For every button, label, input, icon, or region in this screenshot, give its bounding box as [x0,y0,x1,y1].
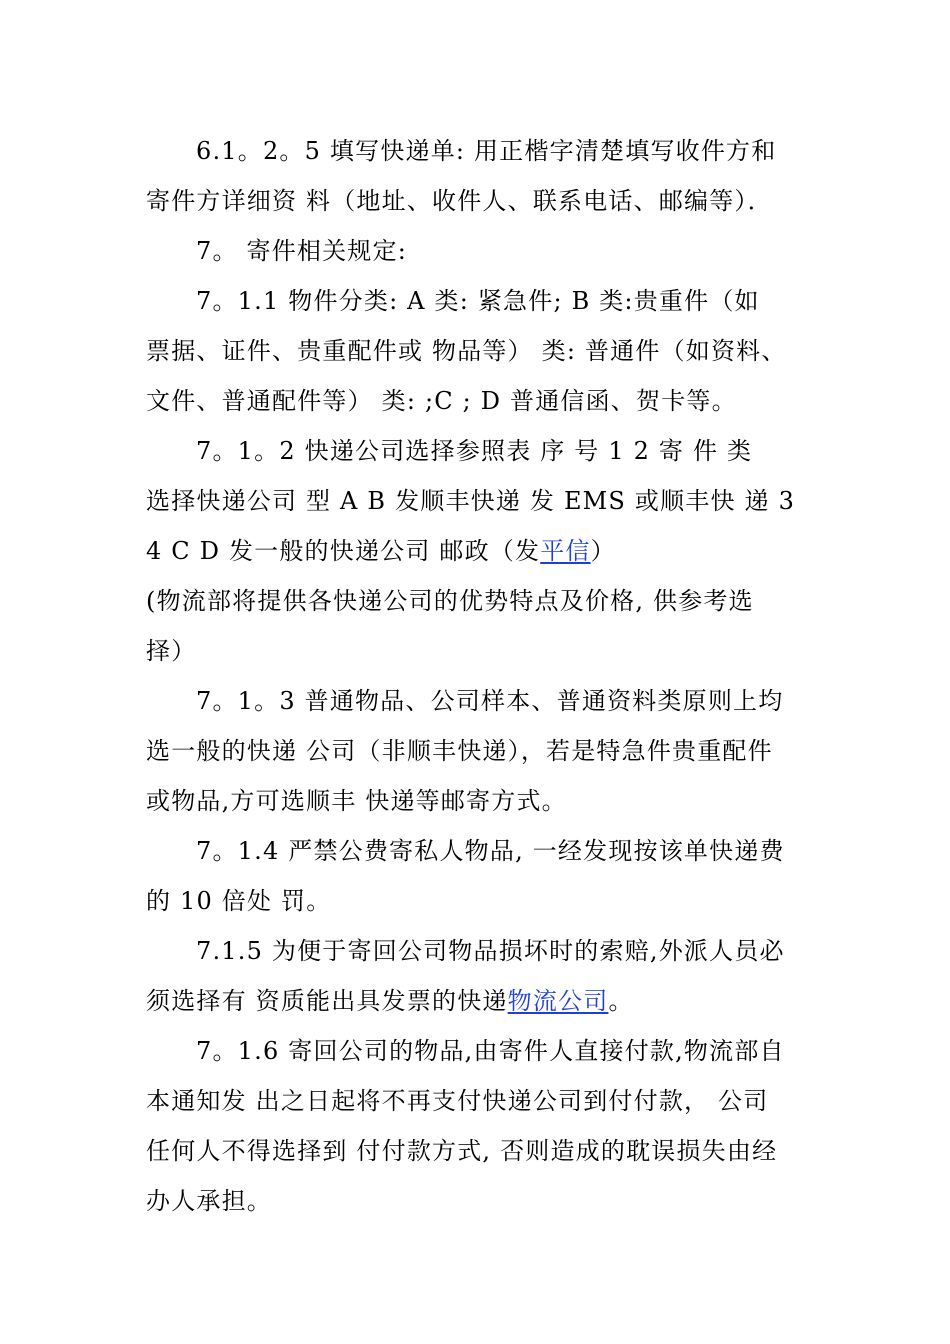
text-line: 6.1。2。5 填写快递单: 用正楷字清楚填写收件方和 [196,137,777,165]
text-line-with-link [146,536,806,566]
text-line: 选择快递公司 型 A B 发顺丰快递 发 EMS 或顺丰快 递 3 [146,487,796,515]
text-line: 寄件方详细资 料（地址、收件人、联系电话、邮编等）． [146,187,773,215]
text-segment: 须选择有 资质能出具发票的快递 [146,987,508,1015]
text-line: 文件、普通配件等） 类: ;C ; D 普通信函、贺卡等。 [146,387,737,415]
text-line: 7。1.6 寄回公司的物品,由寄件人直接付款,物流部自 [196,1037,785,1065]
text-segment: 4 C D 发一般的快递公司 邮政（发 [146,537,541,565]
link-pingxin[interactable]: 平信 [540,537,591,565]
text-segment: ） [590,537,616,565]
text-line: 选一般的快递 公司（非顺丰快递），若是特急件贵重配件 [146,737,773,765]
text-line: 办人承担。 [146,1187,272,1215]
text-line-with-link [146,986,806,1016]
section-heading: 7。 寄件相关规定: [196,237,407,265]
link-logistics-company[interactable]: 物流公司 [507,987,609,1015]
text-line: 或物品,方可选顺丰 快递等邮寄方式。 [146,787,567,815]
text-line: 7。1.1 物件分类: A 类: 紧急件; B 类:贵重件（如 [196,287,760,315]
text-line: 择） [146,637,197,665]
text-line: 7。1。2 快递公司选择参照表 序 号 1 2 寄 件 类 [196,437,753,465]
text-line: 的 10 倍处 罚。 [146,887,332,915]
text-line: (物流部将提供各快递公司的优势特点及价格, 供参考选 [146,587,754,615]
text-segment: 。 [608,987,634,1015]
text-line: 票据、证件、贵重配件或 物品等） 类: 普通件（如资料、 [146,337,787,365]
text-line: 7。1.4 严禁公费寄私人物品, 一经发现按该单快递费 [196,837,785,865]
text-line: 任何人不得选择到 付付款方式, 否则造成的耽误损失由经 [146,1137,778,1165]
text-line: 7。1。3 普通物品、公司样本、普通资料类原则上均 [196,687,784,715]
text-line: 本通知发 出之日起将不再支付快递公司到付付款， 公司 [146,1087,769,1115]
text-line: 7.1.5 为便于寄回公司物品损坏时的索赔,外派人员必 [196,937,785,965]
